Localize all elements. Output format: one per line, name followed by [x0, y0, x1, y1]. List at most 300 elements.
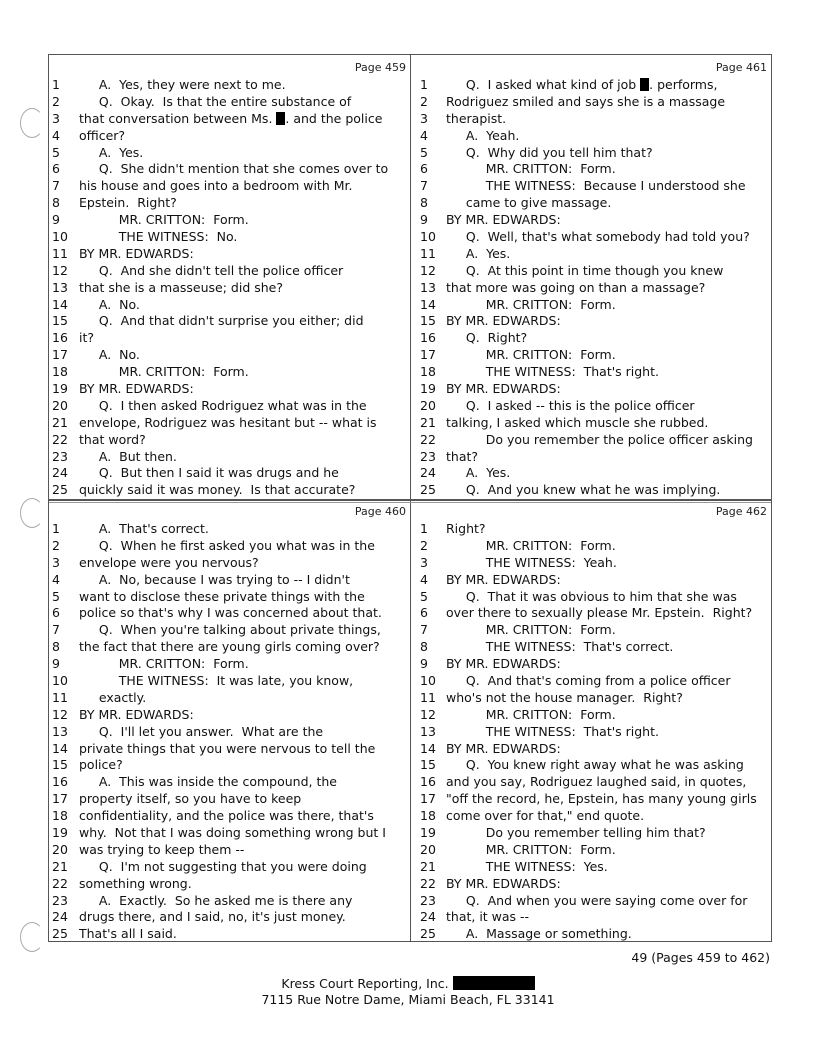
line-text: BY MR. EDWARDS:: [446, 381, 561, 397]
line-number: 3: [52, 554, 60, 570]
line-text: BY MR. EDWARDS:: [446, 571, 561, 587]
transcript-line: [49, 145, 410, 162]
line-text: A. Yes.: [446, 245, 511, 261]
line-text: confidentiality, and the police was there, that's: [79, 808, 374, 824]
transcript-line: [410, 774, 771, 791]
page-block-460: [49, 499, 410, 943]
transcript-line: [49, 724, 410, 741]
line-text: MR. CRITTON: Form.: [446, 161, 616, 177]
line-number: 2: [52, 537, 60, 553]
line-number: 15: [420, 757, 436, 773]
line-number: 8: [52, 195, 60, 211]
line-number: 24: [420, 465, 436, 481]
line-text: private things that you were nervous to tell the: [79, 740, 376, 756]
line-text: was trying to keep them --: [79, 841, 245, 857]
line-number: 3: [420, 110, 428, 126]
transcript-line: [49, 297, 410, 314]
line-text: MR. CRITTON: Form.: [79, 364, 249, 380]
line-number: 24: [52, 465, 68, 481]
line-text: it?: [79, 330, 95, 346]
line-text: that, it was --: [446, 909, 530, 925]
line-number: 1: [420, 521, 428, 536]
transcript-line: [49, 347, 410, 364]
line-number: 8: [420, 639, 428, 655]
transcript-line: [410, 724, 771, 741]
line-number: 12: [420, 706, 436, 722]
line-text: MR. CRITTON: Form.: [446, 537, 616, 553]
transcript-lines: [49, 521, 410, 943]
footer-address: 7115 Rue Notre Dame, Miami Beach, FL 33141: [261, 992, 555, 1007]
line-number: 6: [420, 605, 428, 621]
redaction-box: [453, 976, 535, 990]
line-text: [446, 77, 769, 94]
line-number: 1: [420, 77, 428, 92]
line-number: 22: [52, 431, 68, 447]
line-text: MR. CRITTON: Form.: [79, 656, 249, 672]
transcript-line: [49, 538, 410, 555]
line-text: THE WITNESS: That's right.: [446, 364, 659, 380]
transcript-line: [49, 364, 410, 381]
line-number: 14: [52, 296, 68, 312]
line-text: BY MR. EDWARDS:: [446, 212, 561, 228]
line-number: 8: [52, 639, 60, 655]
transcript-line: [410, 893, 771, 910]
line-number: 18: [52, 808, 68, 824]
line-number: 23: [52, 892, 68, 908]
transcript-line: [49, 482, 410, 499]
line-text: THE WITNESS: It was late, you know,: [79, 673, 354, 689]
line-text: Q. You knew right away what he was asking: [446, 757, 744, 773]
line-text: A. Massage or something.: [446, 926, 632, 942]
line-text: MR. CRITTON: Form.: [446, 841, 616, 857]
transcript-lines: [410, 521, 771, 943]
transcript-line: [49, 398, 410, 415]
line-text: Rodriguez smiled and says she is a massage: [446, 93, 726, 109]
line-text: talking, I asked which muscle she rubbed.: [446, 414, 709, 430]
transcript-line: [410, 521, 771, 538]
line-text: officer?: [79, 127, 126, 143]
line-text: Do you remember the police officer asking: [446, 431, 753, 447]
line-number: 22: [420, 431, 436, 447]
line-text: why. Not that I was doing something wrong but I: [79, 825, 386, 841]
transcript-line: [410, 622, 771, 639]
line-number: 9: [420, 656, 428, 672]
line-text: exactly.: [79, 689, 147, 705]
line-number: 19: [420, 381, 436, 397]
transcript-line: [410, 381, 771, 398]
line-number: 20: [52, 841, 68, 857]
line-number: 15: [52, 757, 68, 773]
page-label: Page 460: [354, 505, 406, 518]
transcript-line: [410, 876, 771, 893]
transcript-line: [410, 791, 771, 808]
line-number: 11: [52, 689, 68, 705]
line-text: A. Exactly. So he asked me is there any: [79, 892, 353, 908]
page-block-459: [49, 55, 410, 499]
line-number: 8: [420, 195, 428, 211]
transcript-line: [410, 297, 771, 314]
line-number: 18: [420, 808, 436, 824]
transcript-lines: [410, 77, 771, 499]
transcript-line: [49, 909, 410, 926]
pages-range: 49 (Pages 459 to 462): [631, 950, 770, 965]
line-text: over there to sexually please Mr. Epstein. Right?: [446, 605, 753, 621]
transcript-line: [410, 229, 771, 246]
transcript-line: [49, 161, 410, 178]
line-number: 24: [52, 909, 68, 925]
transcript-lines: [49, 77, 410, 499]
line-text: came to give massage.: [446, 195, 612, 211]
transcript-line: [410, 128, 771, 145]
transcript-line: [410, 178, 771, 195]
transcript-line: [49, 825, 410, 842]
transcript-line: [49, 263, 410, 280]
transcript-line: [49, 178, 410, 195]
transcript-line: [410, 432, 771, 449]
line-number: 18: [52, 364, 68, 380]
transcript-line: [49, 859, 410, 876]
transcript-line: [410, 482, 771, 499]
line-number: 13: [420, 723, 436, 739]
transcript-line: [410, 605, 771, 622]
transcript-line: [410, 639, 771, 656]
line-number: 2: [52, 93, 60, 109]
transcript-line: [49, 893, 410, 910]
line-text-after-redaction: . and the police: [285, 110, 383, 126]
line-text-after-redaction: . performs,: [649, 77, 718, 92]
line-text: A. Yes.: [79, 144, 144, 160]
transcript-line: [410, 589, 771, 606]
line-number: 16: [420, 774, 436, 790]
transcript-line: [410, 555, 771, 572]
transcript-line: [49, 330, 410, 347]
line-number: 2: [420, 537, 428, 553]
line-number: 12: [420, 262, 436, 278]
line-text: A. But then.: [79, 448, 177, 464]
transcript-line: [49, 555, 410, 572]
line-text: Q. And that's coming from a police officer: [446, 673, 731, 689]
transcript-line: [410, 757, 771, 774]
line-text: property itself, so you have to keep: [79, 791, 302, 807]
transcript-line: [410, 707, 771, 724]
line-text: envelope were you nervous?: [79, 554, 259, 570]
line-text: "off the record, he, Epstein, has many young girls: [446, 791, 757, 807]
line-text: THE WITNESS: No.: [79, 229, 238, 245]
transcript-line: [49, 381, 410, 398]
page-block-462: [410, 499, 771, 943]
transcript-line: [410, 313, 771, 330]
line-text: Q. She didn't mention that she comes over to: [79, 161, 389, 177]
line-text: BY MR. EDWARDS:: [79, 381, 194, 397]
transcript-line: [410, 741, 771, 758]
line-text: A. No.: [79, 296, 140, 312]
transcript-line: [410, 77, 771, 94]
line-number: 11: [52, 245, 68, 261]
line-number: 19: [52, 381, 68, 397]
line-text: THE WITNESS: That's correct.: [446, 639, 674, 655]
transcript-line: [410, 398, 771, 415]
line-number: 23: [420, 448, 436, 464]
line-text: A. Yes.: [446, 465, 511, 481]
line-text: MR. CRITTON: Form.: [446, 347, 616, 363]
line-text: Q. When you're talking about private things,: [79, 622, 381, 638]
line-number: 10: [52, 229, 68, 245]
line-text: THE WITNESS: Yeah.: [446, 554, 617, 570]
line-text: BY MR. EDWARDS:: [79, 706, 194, 722]
transcript-line: [49, 842, 410, 859]
line-text: Q. Well, that's what somebody had told you?: [446, 229, 750, 245]
transcript-line: [410, 842, 771, 859]
transcript-line: [49, 195, 410, 212]
line-number: 13: [52, 279, 68, 295]
transcript-line: [49, 465, 410, 482]
line-text: his house and goes into a bedroom with Mr.: [79, 178, 353, 194]
transcript-line: [49, 229, 410, 246]
line-number: 16: [420, 330, 436, 346]
line-text: Q. And she didn't tell the police officer: [79, 262, 344, 278]
transcript-line: [49, 876, 410, 893]
line-number: 12: [52, 706, 68, 722]
line-text: that word?: [79, 431, 146, 447]
transcript-line: [49, 432, 410, 449]
transcript-line: [49, 572, 410, 589]
line-number: 12: [52, 262, 68, 278]
line-text: envelope, Rodriguez was hesitant but -- what is: [79, 414, 377, 430]
transcript-line: [49, 757, 410, 774]
line-text: therapist.: [446, 110, 507, 126]
transcript-line: [410, 364, 771, 381]
line-number: 5: [420, 588, 428, 604]
transcript-line: [410, 280, 771, 297]
line-text: Right?: [446, 521, 486, 536]
line-text: A. Yes, they were next to me.: [79, 77, 286, 92]
line-number: 6: [52, 605, 60, 621]
line-text: THE WITNESS: Yes.: [446, 858, 608, 874]
transcript-line: [410, 145, 771, 162]
line-number: 10: [52, 673, 68, 689]
transcript-line: [49, 313, 410, 330]
line-text: that she is a masseuse; did she?: [79, 279, 283, 295]
line-number: 22: [420, 875, 436, 891]
line-number: 17: [52, 791, 68, 807]
line-number: 23: [52, 448, 68, 464]
line-number: 16: [52, 330, 68, 346]
line-text: Q. That it was obvious to him that she was: [446, 588, 737, 604]
line-number: 6: [420, 161, 428, 177]
binder-hole-middle: [20, 498, 44, 528]
transcript-line: [410, 926, 771, 943]
line-text: come over for that," end quote.: [446, 808, 645, 824]
line-text: Q. Right?: [446, 330, 528, 346]
line-text: who's not the house manager. Right?: [446, 689, 683, 705]
transcript-line: [49, 926, 410, 943]
transcript-line: [49, 212, 410, 229]
line-text: A. That's correct.: [79, 521, 209, 536]
transcript-line: [410, 212, 771, 229]
line-text: Q. I'm not suggesting that you were doing: [79, 858, 367, 874]
line-text: drugs there, and I said, no, it's just money.: [79, 909, 346, 925]
transcript-line: [410, 572, 771, 589]
transcript-line: [49, 673, 410, 690]
line-number: 4: [420, 571, 428, 587]
footer-company: [0, 976, 816, 991]
transcript-line: [410, 825, 771, 842]
line-number: 5: [52, 144, 60, 160]
company-name: Kress Court Reporting, Inc.: [281, 976, 449, 991]
line-text: BY MR. EDWARDS:: [79, 245, 194, 261]
line-number: 17: [420, 791, 436, 807]
transcript-line: [49, 94, 410, 111]
transcript-line: [49, 415, 410, 432]
line-text-before-redaction: that conversation between Ms.: [79, 110, 277, 126]
line-number: 17: [52, 347, 68, 363]
line-number: 2: [420, 93, 428, 109]
line-number: 25: [52, 482, 68, 498]
line-text: Q. I'll let you answer. What are the: [79, 723, 324, 739]
line-text: police so that's why I was concerned about that.: [79, 605, 382, 621]
line-text: Q. And that didn't surprise you either; did: [79, 313, 364, 329]
transcript-line: [410, 808, 771, 825]
line-number: 21: [52, 414, 68, 430]
line-text: BY MR. EDWARDS:: [446, 875, 561, 891]
line-number: 9: [52, 656, 60, 672]
line-number: 19: [420, 825, 436, 841]
line-text: quickly said it was money. Is that accurate?: [79, 482, 356, 498]
line-text: the fact that there are young girls coming over?: [79, 639, 380, 655]
transcript-line: [410, 449, 771, 466]
line-number: 16: [52, 774, 68, 790]
transcript-line: [49, 791, 410, 808]
transcript-line: [410, 538, 771, 555]
line-text-before-redaction: Q. I asked what kind of job: [446, 77, 641, 92]
line-number: 25: [52, 926, 68, 942]
line-number: 21: [52, 858, 68, 874]
transcript-line: [49, 690, 410, 707]
transcript-line: [410, 330, 771, 347]
line-number: 9: [52, 212, 60, 228]
transcript-line: [49, 622, 410, 639]
transcript-line: [410, 195, 771, 212]
line-number: 14: [420, 740, 436, 756]
line-text: want to disclose these private things with the: [79, 588, 365, 604]
transcript-line: [49, 111, 410, 128]
transcript-line: [410, 246, 771, 263]
line-number: 14: [52, 740, 68, 756]
line-text: Q. At this point in time though you knew: [446, 262, 724, 278]
line-number: 7: [52, 622, 60, 638]
transcript-line: [49, 707, 410, 724]
line-text: A. This was inside the compound, the: [79, 774, 337, 790]
transcript-line: [410, 690, 771, 707]
line-text: Epstein. Right?: [79, 195, 177, 211]
line-text: MR. CRITTON: Form.: [446, 296, 616, 312]
line-number: 18: [420, 364, 436, 380]
page-block-461: [410, 55, 771, 499]
line-text: MR. CRITTON: Form.: [79, 212, 249, 228]
redaction-mark: [640, 78, 649, 91]
line-text: [79, 111, 408, 128]
transcript-line: [49, 77, 410, 94]
line-text: Q. I asked -- this is the police officer: [446, 397, 695, 413]
line-text: A. No, because I was trying to -- I didn't: [79, 571, 350, 587]
binder-hole-top: [20, 108, 44, 138]
line-number: 3: [420, 554, 428, 570]
line-number: 14: [420, 296, 436, 312]
transcript-line: [49, 280, 410, 297]
line-number: 10: [420, 229, 436, 245]
line-number: 11: [420, 245, 436, 261]
transcript-line: [49, 808, 410, 825]
line-text: Q. I then asked Rodriguez what was in the: [79, 397, 367, 413]
transcript-line: [410, 161, 771, 178]
line-number: 21: [420, 858, 436, 874]
line-text: Q. And you knew what he was implying.: [446, 482, 721, 498]
line-number: 13: [52, 723, 68, 739]
transcript-line: [410, 465, 771, 482]
line-number: 10: [420, 673, 436, 689]
line-text: and you say, Rodriguez laughed said, in quotes,: [446, 774, 747, 790]
line-text: BY MR. EDWARDS:: [446, 656, 561, 672]
line-text: police?: [79, 757, 123, 773]
line-text: MR. CRITTON: Form.: [446, 622, 616, 638]
line-number: 7: [52, 178, 60, 194]
transcript-line: [410, 263, 771, 280]
line-text: that more was going on than a massage?: [446, 279, 706, 295]
line-number: 17: [420, 347, 436, 363]
line-number: 24: [420, 909, 436, 925]
transcript-line: [49, 639, 410, 656]
binder-hole-bottom: [20, 922, 44, 952]
line-number: 5: [52, 588, 60, 604]
line-number: 3: [52, 110, 60, 126]
line-text: Q. And when you were saying come over for: [446, 892, 748, 908]
line-text: That's all I said.: [79, 926, 177, 942]
line-number: 25: [420, 926, 436, 942]
transcript-line: [410, 909, 771, 926]
line-text: THE WITNESS: That's right.: [446, 723, 659, 739]
transcript-line: [49, 589, 410, 606]
line-number: 6: [52, 161, 60, 177]
line-text: THE WITNESS: Because I understood she: [446, 178, 746, 194]
line-number: 5: [420, 144, 428, 160]
line-number: 4: [420, 127, 428, 143]
line-number: 1: [52, 521, 60, 536]
transcript-line: [49, 128, 410, 145]
line-text: A. No.: [79, 347, 140, 363]
page-label: Page 459: [354, 61, 406, 74]
transcript-line: [410, 111, 771, 128]
line-number: 20: [52, 397, 68, 413]
line-number: 19: [52, 825, 68, 841]
line-text: MR. CRITTON: Form.: [446, 706, 616, 722]
transcript-line: [49, 449, 410, 466]
transcript-line: [49, 741, 410, 758]
transcript-line: [49, 521, 410, 538]
line-text: Q. But then I said it was drugs and he: [79, 465, 339, 481]
transcript-line: [410, 94, 771, 111]
transcript-sheet: [48, 54, 772, 942]
transcript-line: [410, 347, 771, 364]
line-number: 13: [420, 279, 436, 295]
page-label: Page 462: [715, 505, 767, 518]
line-number: 15: [420, 313, 436, 329]
transcript-line: [49, 774, 410, 791]
line-text: something wrong.: [79, 875, 192, 891]
line-text: A. Yeah.: [446, 127, 520, 143]
line-text: BY MR. EDWARDS:: [446, 313, 561, 329]
line-number: 15: [52, 313, 68, 329]
page-label: Page 461: [715, 61, 767, 74]
